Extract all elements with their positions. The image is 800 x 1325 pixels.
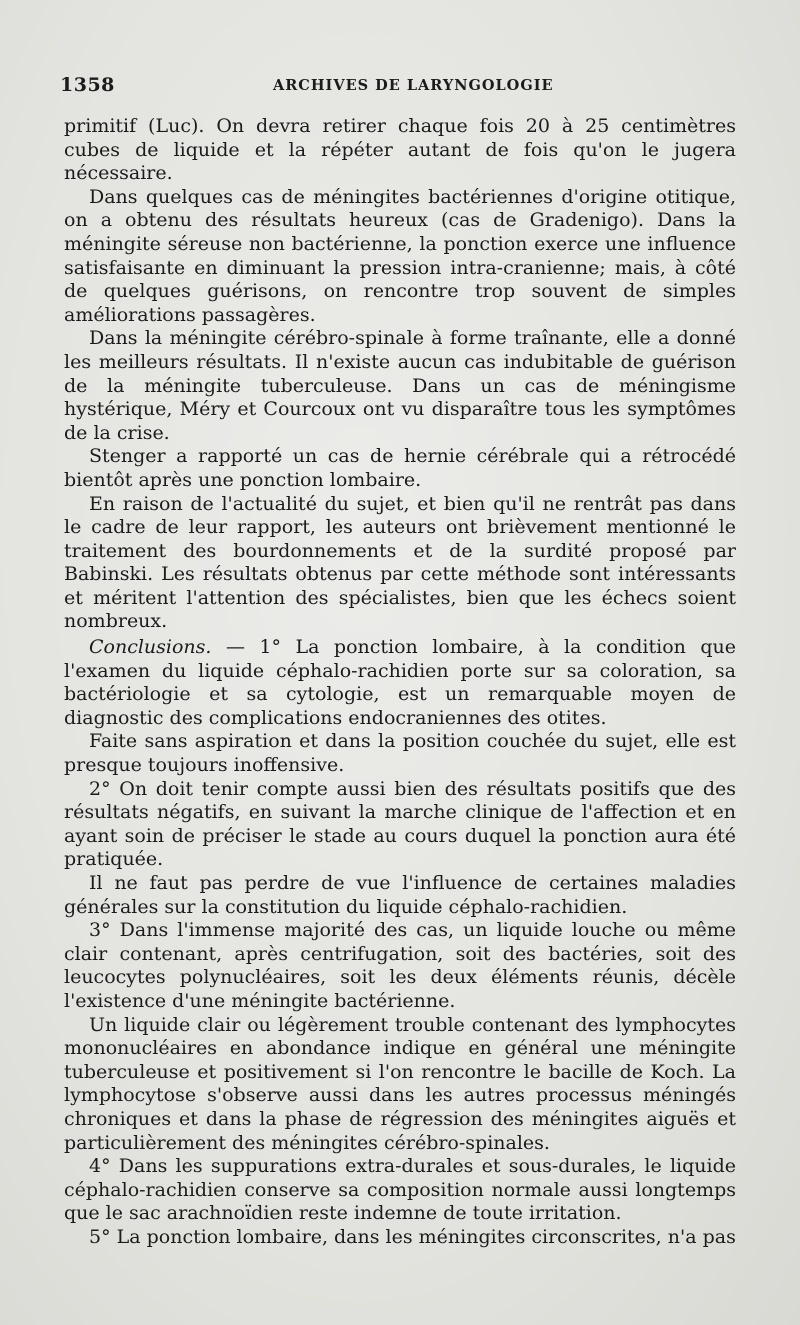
paragraph-conclusion-4: 4° Dans les suppurations extra-durales et sous-durales, le liquide céphalo-rachidien conserve sa composition normale aussi longtemps que le sac arachnoïdien reste indemne de toute irritation. — [64, 1155, 736, 1225]
paragraph-hernie-cerebrale: Stenger a rapporté un cas de hernie cérébrale qui a rétrocédé bientôt après une ponction lombaire. — [64, 445, 736, 491]
paragraph-conclusion-3: 3° Dans l'immense majorité des cas, un liquide louche ou même clair contenant, après centrifugation, soit des bactéries, soit des leucocytes polynucléaires, soit les deux éléments réunis, décèle l'existence d'une méningite bactérienne. — [64, 919, 736, 1012]
page-header — [60, 74, 740, 98]
paragraph-babinski: En raison de l'actualité du sujet, et bien qu'il ne rentrât pas dans le cadre de leur rapport, les auteurs ont brièvement mentionné le traitement des bourdonnements et de la surdité proposé par Babinski. Les résultats obtenus par cette méthode sont intéressants et méritent l'attention des spécialistes, bien que les échecs soient nombreux. — [64, 492, 736, 633]
paragraph-conclusion-5: 5° La ponction lombaire, dans les méningites circonscrites, n'a pas — [89, 1225, 736, 1248]
conclusions-label: Conclusions. — [89, 636, 212, 659]
page-number: 1358 — [60, 74, 115, 96]
paragraph-inoffensive: Faite sans aspiration et dans la position couchée du sujet, elle est presque toujours inoffensive. — [64, 730, 736, 777]
paragraph-continuation: primitif (Luc). On devra retirer chaque fois 20 à 25 centimètres cubes de liquide et la répéter autant de fois qu'on le jugera nécessaire. — [64, 115, 736, 185]
paragraph-meningite-cerebro-spinale: Dans la méningite cérébro-spinale à forme traînante, elle a donné les meilleurs résultats. Il n'existe aucun cas indubitable de guérison de la méningite tuberculeuse. Dans un cas de méningisme hystérique, Méry et Courcoux ont vu disparaître tous les symptômes de la crise. — [64, 327, 736, 444]
body-text — [64, 115, 736, 1250]
paragraph-conclusions — [64, 636, 736, 730]
paragraph-lymphocytes: Un liquide clair ou légèrement trouble contenant des lymphocytes mononucléaires en abondance indique en général une méningite tuberculeuse et positivement si l'on rencontre le bacille de Koch. La lymphocytose s'observe aussi dans les autres processus méningés chroniques et dans la phase de régression des méningites aiguës et particulièrement des méningites cérébro-spinales. — [64, 1013, 736, 1154]
conclusions-text: — 1° La ponction lombaire, à la condition que l'examen du liquide céphalo-rachidien porte sur sa coloration, sa bactériologie et sa cytologie, est un remarquable moyen de diagnostic des complications endocraniennes des otites. — [64, 636, 736, 729]
paragraph-meningites-bacteriennes: Dans quelques cas de méningites bactériennes d'origine otitique, on a obtenu des résultats heureux (cas de Gradenigo). Dans la méningite séreuse non bactérienne, la ponction exerce une influence satisfaisante en diminuant la pression intra-cranienne; mais, à côté de quelques guérisons, on rencontre trop souvent de simples améliorations passagères. — [64, 185, 736, 326]
paragraph-maladies-generales: Il ne faut pas perdre de vue l'influence de certaines maladies générales sur la constitution du liquide céphalo-rachidien. — [64, 872, 736, 918]
paragraph-conclusion-2: 2° On doit tenir compte aussi bien des résultats positifs que des résultats négatifs, en suivant la marche clinique de l'affection et en ayant soin de préciser le stade au cours duquel la ponction aura été pratiquée. — [64, 777, 736, 871]
running-title: ARCHIVES DE LARYNGOLOGIE — [273, 77, 554, 94]
